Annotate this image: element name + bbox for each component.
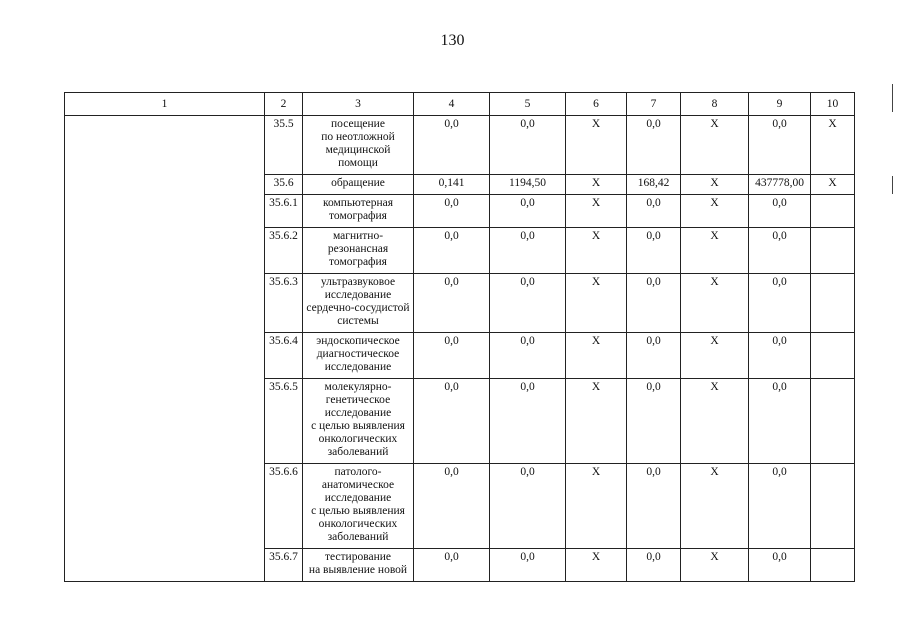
column-header: 9 [749, 93, 811, 116]
cell-col-7: 0,0 [627, 464, 681, 549]
cell-col-9: 0,0 [749, 379, 811, 464]
cell-col-10 [811, 228, 855, 274]
cell-col-4: 0,0 [414, 116, 490, 175]
cell-col-7: 168,42 [627, 175, 681, 195]
cell-col-9: 0,0 [749, 464, 811, 549]
row-code: 35.6.1 [265, 195, 303, 228]
row-code: 35.6.2 [265, 228, 303, 274]
column-header: 3 [303, 93, 414, 116]
row-name: магнитно- резонансная томография [303, 228, 414, 274]
cell-col-5: 0,0 [490, 116, 566, 175]
column-header: 1 [65, 93, 265, 116]
cell-col-4: 0,0 [414, 549, 490, 582]
cell-col-7: 0,0 [627, 228, 681, 274]
column-header: 10 [811, 93, 855, 116]
cell-col-8: X [681, 464, 749, 549]
cell-col-10 [811, 274, 855, 333]
column-header: 7 [627, 93, 681, 116]
cell-col-9: 0,0 [749, 274, 811, 333]
cell-col-7: 0,0 [627, 195, 681, 228]
cell-col-6: X [566, 379, 627, 464]
cell-col-8: X [681, 549, 749, 582]
cell-col-5: 1194,50 [490, 175, 566, 195]
cell-col-9: 437778,00 [749, 175, 811, 195]
cell-col-10: X [811, 175, 855, 195]
cell-col-10 [811, 549, 855, 582]
cell-col-5: 0,0 [490, 549, 566, 582]
cell-col-7: 0,0 [627, 116, 681, 175]
cell-col-5: 0,0 [490, 379, 566, 464]
cell-col-9: 0,0 [749, 549, 811, 582]
column-header: 4 [414, 93, 490, 116]
cell-col-10 [811, 333, 855, 379]
row-name: обращение [303, 175, 414, 195]
cell-col-10 [811, 379, 855, 464]
cell-col-4: 0,141 [414, 175, 490, 195]
cell-col-5: 0,0 [490, 464, 566, 549]
column-header: 5 [490, 93, 566, 116]
column-header: 8 [681, 93, 749, 116]
cell-col-7: 0,0 [627, 333, 681, 379]
column-1-merged-cell [65, 116, 265, 582]
data-table [64, 92, 855, 582]
cell-col-7: 0,0 [627, 379, 681, 464]
cell-col-8: X [681, 379, 749, 464]
row-name: посещение по неотложной медицинской помощи [303, 116, 414, 175]
column-header: 2 [265, 93, 303, 116]
cell-col-8: X [681, 333, 749, 379]
row-name: патолого- анатомическое исследование с целью выявления онкологических заболеваний [303, 464, 414, 549]
cell-col-7: 0,0 [627, 274, 681, 333]
cell-col-6: X [566, 274, 627, 333]
row-name: ультразвуковое исследование сердечно-сосудистой системы [303, 274, 414, 333]
cell-col-6: X [566, 116, 627, 175]
cell-col-9: 0,0 [749, 228, 811, 274]
table-row [65, 116, 855, 175]
row-code: 35.6.5 [265, 379, 303, 464]
cell-col-5: 0,0 [490, 333, 566, 379]
cell-col-9: 0,0 [749, 195, 811, 228]
cell-col-10 [811, 195, 855, 228]
cell-col-7: 0,0 [627, 549, 681, 582]
cell-col-10 [811, 464, 855, 549]
cell-col-6: X [566, 464, 627, 549]
row-code: 35.6.4 [265, 333, 303, 379]
cell-col-8: X [681, 116, 749, 175]
cell-col-6: X [566, 175, 627, 195]
row-code: 35.6.3 [265, 274, 303, 333]
cell-col-9: 0,0 [749, 333, 811, 379]
cell-col-6: X [566, 228, 627, 274]
row-code: 35.6.6 [265, 464, 303, 549]
page-number: 130 [440, 32, 465, 49]
cell-col-8: X [681, 195, 749, 228]
column-header: 6 [566, 93, 627, 116]
cell-col-4: 0,0 [414, 274, 490, 333]
cell-col-5: 0,0 [490, 228, 566, 274]
cell-col-5: 0,0 [490, 274, 566, 333]
cell-col-8: X [681, 228, 749, 274]
cell-col-9: 0,0 [749, 116, 811, 175]
cell-col-4: 0,0 [414, 379, 490, 464]
row-name: компьютерная томография [303, 195, 414, 228]
cell-col-4: 0,0 [414, 228, 490, 274]
cell-col-6: X [566, 195, 627, 228]
cell-col-4: 0,0 [414, 195, 490, 228]
cell-col-8: X [681, 274, 749, 333]
cell-col-6: X [566, 333, 627, 379]
cell-col-6: X [566, 549, 627, 582]
edge-mark [892, 84, 893, 112]
row-name: молекулярно- генетическое исследование с целью выявления онкологических заболеваний [303, 379, 414, 464]
row-name: тестирование на выявление новой [303, 549, 414, 582]
row-code: 35.5 [265, 116, 303, 175]
cell-col-5: 0,0 [490, 195, 566, 228]
header-row [65, 93, 855, 116]
row-code: 35.6 [265, 175, 303, 195]
edge-mark [892, 176, 893, 194]
cell-col-4: 0,0 [414, 333, 490, 379]
cell-col-8: X [681, 175, 749, 195]
row-name: эндоскопическое диагностическое исследование [303, 333, 414, 379]
row-code: 35.6.7 [265, 549, 303, 582]
cell-col-10: X [811, 116, 855, 175]
cell-col-4: 0,0 [414, 464, 490, 549]
